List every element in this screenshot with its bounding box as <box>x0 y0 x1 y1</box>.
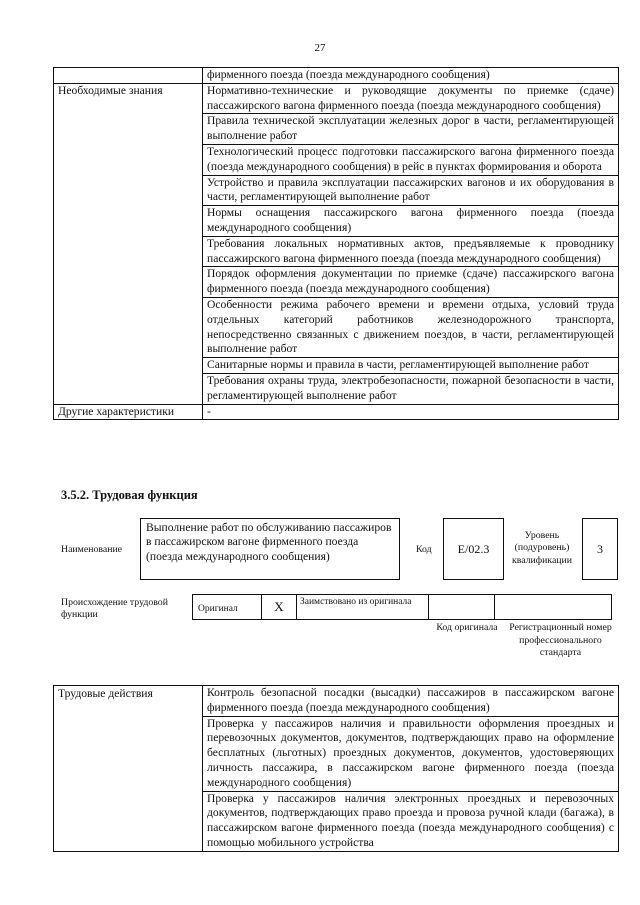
knowledge-table <box>53 67 619 420</box>
row-text: Правила технической эксплуатации железных дорог в части, регламентирующей выполнение работ <box>203 114 619 145</box>
row-text: - <box>203 404 619 420</box>
row-text: Санитарные нормы и правила в части, регламентирующей выполнение работ <box>203 358 619 374</box>
origin-label: Происхождение трудовой функции <box>61 597 168 620</box>
registration-number-caption: Регистрационный номер профессионального стандарта <box>509 622 612 658</box>
table-row <box>54 83 619 114</box>
section-title: 3.5.2. Трудовая функция <box>61 488 198 502</box>
row-text: Нормативно-технические и руководящие документы по приемке (сдаче) пассажирского вагона фирменного поезда (поезда международного сообщения) <box>203 83 619 114</box>
original-code-cell <box>428 594 495 620</box>
borrowed-label: Заимствовано из оригинала <box>296 594 429 620</box>
registration-number-cell <box>494 594 612 620</box>
row-text: Порядок оформления документации по приемке (сдаче) пассажирского вагона фирменного поезда (поезда международного сообщения) <box>203 267 619 298</box>
table-row <box>54 68 619 84</box>
row-text: фирменного поезда (поезда международного сообщения) <box>203 68 619 84</box>
row-text: Требования локальных нормативных актов, предъявляемые к проводнику пассажирского вагона фирменного поезда (поезда международного сообщения) <box>203 236 619 267</box>
code-label: Код <box>416 544 432 555</box>
row-text: Технологический процесс подготовки пассажирского вагона фирменного поезда (поезда международного сообщения) в рейс в пунктах формирования и оборота <box>203 144 619 175</box>
labor-actions-table <box>53 685 619 852</box>
page-number: 27 <box>314 42 326 54</box>
original-label: Оригинал <box>192 594 262 620</box>
row-text: Проверка у пассажиров наличия и правильности оформления проездных и перевозочных документов, документов, подтверждающих право на оформление бесплатных (льготных) проездных документов, документов, удостоверяющих личность пассажира, в пассажирском вагоне фирменного поезда (поезда международного сообщения) <box>203 716 619 791</box>
row-text: Проверка у пассажиров наличия электронных проездных и перевозочных документов, подтверждающих право проезда и провоза ручной клади (багажа), в пассажирском вагоне фирменного поезда (поезда международного сообщения) с помощью мобильного устройства <box>203 791 619 851</box>
name-label: Наименование <box>61 544 123 555</box>
row-text: Устройство и правила эксплуатации пассажирских вагонов и их оборудования в части, регламентирующей выполнение работ <box>203 175 619 206</box>
origin-row <box>193 594 612 620</box>
row-label: Необходимые знания <box>54 83 203 404</box>
row-label: Трудовые действия <box>54 686 203 852</box>
table-row <box>54 404 619 420</box>
row-label <box>54 68 203 84</box>
original-code-caption: Код оригинала <box>436 622 498 633</box>
function-name-value: Выполнение работ по обслуживанию пассажиров в пассажирском вагоне фирменного поезда (поезда международного сообщения) <box>140 518 400 580</box>
qualification-level-value: 3 <box>582 518 618 580</box>
original-mark: X <box>261 594 297 620</box>
table-row <box>54 686 619 717</box>
qualification-level-label: Уровень (подуровень) квалификации <box>511 530 573 566</box>
row-label: Другие характеристики <box>54 404 203 420</box>
function-code-value: E/02.3 <box>443 518 504 580</box>
row-text: Нормы оснащения пассажирского вагона фирменного поезда (поезда международного сообщения) <box>203 206 619 237</box>
row-text: Требования охраны труда, электробезопасности, пожарной безопасности в части, регламентирующей выполнение работ <box>203 373 619 404</box>
row-text: Контроль безопасной посадки (высадки) пассажиров в пассажирском вагоне фирменного поезда (поезда международного сообщения) <box>203 686 619 717</box>
row-text: Особенности режима рабочего времени и времени отдыха, условий труда отдельных категорий работников железнодорожного транспорта, непосредственно связанных с движением поездов, в части, регламентирующей выполнение работ <box>203 297 619 357</box>
